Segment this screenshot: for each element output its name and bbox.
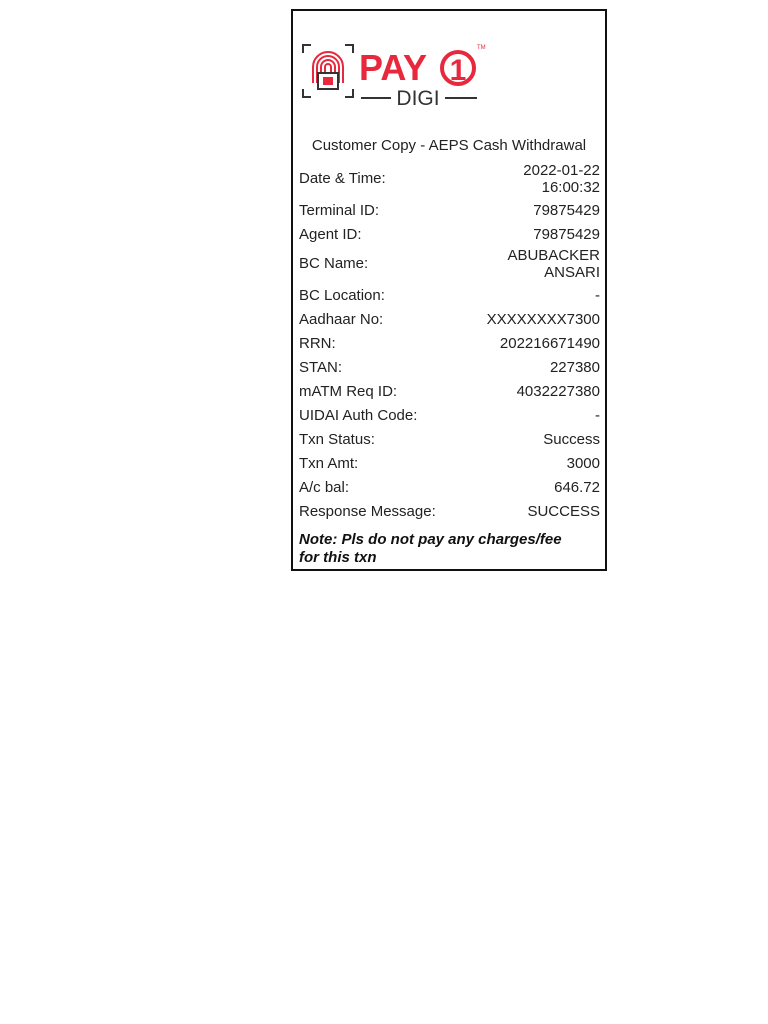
receipt-details bbox=[299, 161, 600, 523]
brand-name: PAY bbox=[359, 47, 428, 88]
receipt-row bbox=[299, 451, 600, 475]
receipt-row bbox=[299, 427, 600, 451]
row-value: 646.72 bbox=[554, 478, 600, 496]
pay1-digi-logo bbox=[301, 37, 491, 111]
row-value: - bbox=[595, 406, 600, 424]
row-label: Txn Amt: bbox=[299, 454, 359, 472]
fee-note: Note: Pls do not pay any charges/fee for this txn bbox=[299, 531, 562, 566]
row-value: 4032227380 bbox=[516, 382, 600, 400]
receipt-row bbox=[299, 403, 600, 427]
row-label: UIDAI Auth Code: bbox=[299, 406, 418, 424]
receipt-row bbox=[299, 331, 600, 355]
row-label: A/c bal: bbox=[299, 478, 350, 496]
receipt-row bbox=[299, 379, 600, 403]
row-value: Success bbox=[543, 430, 600, 448]
receipt-row bbox=[299, 475, 600, 499]
receipt-row bbox=[299, 355, 600, 379]
receipt-row bbox=[299, 161, 600, 196]
receipt-row bbox=[299, 499, 600, 523]
brand-subname: DIGI bbox=[396, 87, 440, 110]
receipt-row bbox=[299, 307, 600, 331]
row-label: BC Location: bbox=[299, 286, 385, 304]
row-label: mATM Req ID: bbox=[299, 382, 398, 400]
row-value: XXXXXXXX7300 bbox=[486, 310, 600, 328]
row-label: Txn Status: bbox=[299, 430, 375, 448]
row-value: 79875429 bbox=[533, 201, 600, 219]
row-label: Agent ID: bbox=[299, 225, 362, 243]
row-label: BC Name: bbox=[299, 255, 369, 272]
receipt-row bbox=[299, 198, 600, 222]
row-label: STAN: bbox=[299, 358, 343, 376]
receipt-row bbox=[299, 246, 600, 281]
row-value: 3000 bbox=[566, 454, 600, 472]
receipt-row bbox=[299, 283, 600, 307]
row-value: 202216671490 bbox=[499, 334, 600, 352]
row-label: Terminal ID: bbox=[299, 201, 380, 219]
row-value: - bbox=[595, 286, 600, 304]
row-value: SUCCESS bbox=[527, 502, 600, 520]
row-value: ABUBACKER ANSARI bbox=[507, 246, 600, 281]
row-value: 79875429 bbox=[533, 225, 600, 243]
row-label: RRN: bbox=[299, 334, 336, 352]
row-label: Aadhaar No: bbox=[299, 310, 384, 328]
row-label: Date & Time: bbox=[299, 170, 386, 187]
row-value: 2022-01-22 16:00:32 bbox=[523, 161, 600, 196]
receipt-card bbox=[291, 9, 607, 571]
trademark-mark: TM bbox=[477, 45, 486, 51]
row-value: 227380 bbox=[549, 358, 600, 376]
brand-digit: 1 bbox=[449, 54, 467, 87]
receipt-title: Customer Copy - AEPS Cash Withdrawal bbox=[311, 137, 587, 154]
row-label: Response Message: bbox=[299, 502, 436, 520]
receipt-row bbox=[299, 222, 600, 246]
